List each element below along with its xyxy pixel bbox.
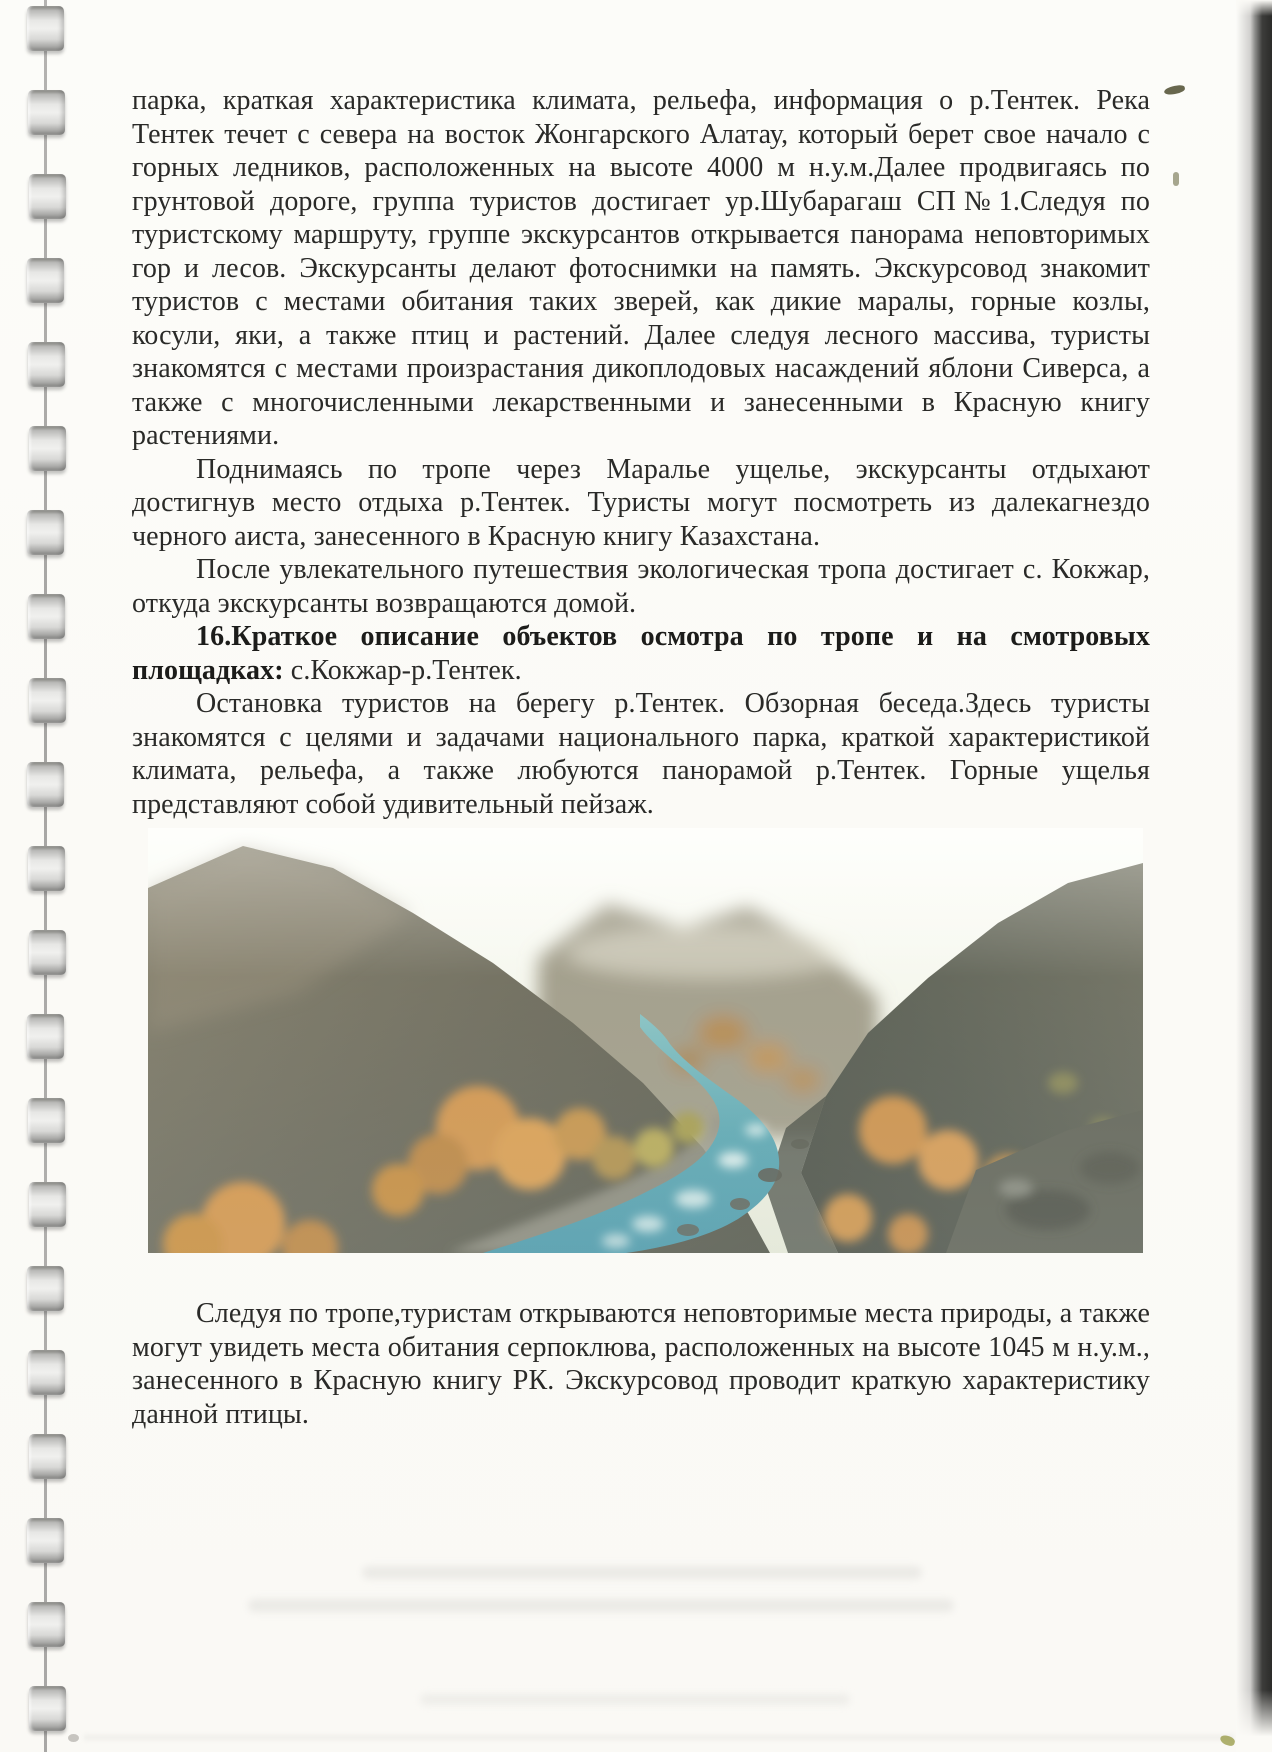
binding-ring: [28, 1350, 65, 1395]
binding-ring: [27, 762, 64, 807]
paragraph-heading-16: [132, 620, 1150, 687]
scan-edge-fade: [1236, 0, 1272, 16]
binding-ring: [27, 6, 64, 51]
heading-16-bold: 16.Краткое описание объектов осмотра по тропе и на смотровых площадках:: [132, 621, 1150, 686]
binding-ring: [29, 1686, 66, 1731]
binding-ring: [27, 1014, 64, 1059]
binding-ring: [27, 1518, 64, 1563]
scan-edge-dark-band: [1250, 0, 1272, 1752]
binding-ring: [27, 1266, 64, 1311]
binding-ring: [27, 510, 64, 555]
binding-ring: [29, 174, 66, 219]
binding-ring: [27, 258, 64, 303]
binding-ring: [28, 846, 65, 891]
text-block-bottom: [132, 1297, 1150, 1431]
paragraph-ostanovka: Остановка туристов на берегу р.Тентек. Обзорная беседа.Здесь туристы знакомятся с целями и задачами национального парка, краткой характеристикой климата, рельефа, а также любуются панорамой р.Тентек. Горные ущелья представляют собой удивительный пейзаж.: [132, 688, 1150, 820]
paragraph-sleduya: Следуя по тропе,туристам открываются неповторимые места природы, а также могут увидеть места обитания серпоклюва, расположенных на высоте 1045 м н.у.м., занесенного в Красную книгу РК. Экскурсовод проводит краткую характеристику данной птицы.: [132, 1298, 1150, 1430]
paragraph-continued: парка, краткая характеристика климата, рельефа, информация о р.Тентек. Река Тентек течет с севера на восток Жонгарского Алатау, который берет свое начало с горных ледников, расположенных на высоте 4000 м н.у.м.Далее продвигаясь по грунтовой дороге, группа туристов достигает ур.Шубарагаш СП№1.Следуя по туристскому маршруту, группе экскурсантов открывается панорама неповторимых гор и лесов. Экскурсанты делают фотоснимки на память. Экскурсовод знакомит туристов с местами обитания таких зверей, как дикие маралы, горные козлы, косули, яки, а также птиц и растений. Далее следуя лесного массива, туристы знакомятся с местами произрастания дикоплодовых насаждений яблони Сиверса, а также с многочисленными лекарственными и занесенными в Красную книгу растениями.: [132, 85, 1150, 451]
binding-ring: [29, 426, 66, 471]
binding-ring: [28, 90, 65, 135]
photo-illustration: [148, 828, 1143, 1253]
paragraph-kokzhar: После увлекательного путешествия экологическая тропа достигает с. Кокжар, откуда экскурсанты возвращаются домой.: [132, 554, 1150, 619]
scan-artifact: [1163, 84, 1185, 96]
binding-ring: [28, 342, 65, 387]
scan-edge-fade: [1236, 1690, 1272, 1752]
bleedthrough-line: [248, 1599, 954, 1612]
binding-ring: [29, 1182, 66, 1227]
binding-ring: [28, 1602, 65, 1647]
scan-artifact: [1173, 172, 1179, 186]
heading-16-rest: с.Кокжар-р.Тентек.: [283, 654, 522, 686]
bleedthrough-line: [362, 1566, 922, 1579]
scan-streak: [84, 1735, 1234, 1740]
binding-ring: [29, 930, 66, 975]
binding-ring: [28, 594, 65, 639]
photo-river-valley: [148, 828, 1143, 1253]
bleedthrough-line: [420, 1694, 850, 1705]
binding-ring: [29, 678, 66, 723]
paragraph-maralye: Поднимаясь по тропе через Маралье ущелье, экскурсанты отдыхают достигнув место отдыха р.Тентек. Туристы могут посмотреть из далекагнездо черного аиста, занесенного в Красную книгу Казахстана.: [132, 453, 1150, 552]
binding-ring: [28, 1098, 65, 1143]
scan-artifact: [68, 1734, 79, 1742]
photo-haze-overlay: [148, 828, 1143, 1253]
text-block-top: [132, 84, 1150, 821]
binding-ring: [29, 1434, 66, 1479]
